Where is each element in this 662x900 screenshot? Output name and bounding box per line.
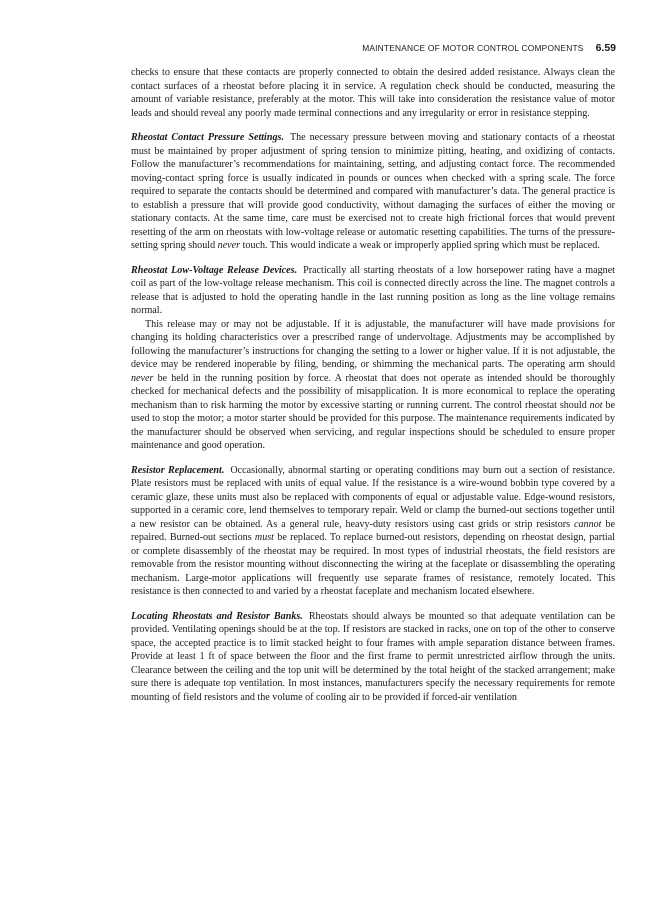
paragraph-text: Occasionally, abnormal starting or operating conditions may burn out a section of resistance. Plate resistors must be replaced with units of equal value. If the resistance is a wire-wound bobbin type covered by a ceramic glaze, these units must also be replaced with components of equal or adjustable value. Edge-wound resistors, supported in a ceramic core, lend themselves to temporary repair. Weld or clamp the burned-out sections together until a new resistor can be obtained. As a general rule, heavy-duty resistors using cast grids or strip resistors (131, 464, 615, 530)
paragraph-text: be held in the running position by force. A rheostat that does not operate as intended should be thoroughly checked for mechanical defects and the possibility of misapplication. It is more economical to replace the operating mechanism than to risk harming the motor by excessive starting or running current. The control rheostat should (131, 372, 615, 411)
emphasis: never (217, 240, 241, 251)
section-contact-pressure (131, 131, 615, 253)
section-locating-rheostats (131, 610, 615, 705)
paragraph-release-adjustment (131, 318, 615, 453)
section-heading: Rheostat Contact Pressure Settings. (131, 132, 284, 143)
running-title: MAINTENANCE OF MOTOR CONTROL COMPONENTS (362, 43, 584, 53)
paragraph-text: This release may or may not be adjustable. If it is adjustable, the manufacturer will have made provisions for changing its holding characteristics over a prescribed range of undervoltage. Adjustments may be accomplished by following the manufacturer’s instructions for changing the setting to a lower or higher value. If it is not adjustable, the device may be rendered inoperable by filing, bending, or shimming the mechanical parts. The operating arm should (131, 318, 615, 370)
emphasis: never (131, 372, 154, 384)
body-text (131, 66, 615, 704)
section-resistor-replacement (131, 464, 615, 599)
paragraph-text: be replaced. To replace burned-out resistors, depending on rheostat design, partial or complete disassembly of the rheostat may be required. In most types of industrial rheostats, the field resistors are removable from the resistor mounting without disconnecting the wiring at the faceplate or disassembling the operating mechanism. Large-motor applications will frequently use separate frames of resistance, remotely located. This resistance is then connected to and varied by a rheostat faceplate and mechanism located elsewhere. (131, 532, 615, 597)
section-heading: Rheostat Low-Voltage Release Devices. (131, 264, 298, 276)
paragraph-text: be repaired. Burned-out sections (131, 518, 615, 543)
paragraph-text: touch. This would indicate a weak or improperly applied spring which must be replaced. (242, 240, 600, 251)
paragraph-text: checks to ensure that these contacts are properly connected to obtain the desired added resistance. Always clean the contact surfaces of a rheostat before placing it in service. A regulation check should be conducted, measuring the amount of variable resistance, preferably at the motor. This will take into consideration the resistance value of motor leads and should reveal any poorly made terminal connections and any irregularity or error in resistance stepping. (131, 67, 615, 119)
page-number: 6.59 (595, 42, 616, 54)
emphasis: not (589, 399, 603, 411)
emphasis: must (254, 532, 274, 543)
paragraph-text: be used to stop the motor; a motor starter should be provided for this purpose. The maintenance requirements indicated by the manufacturer should be observed when servicing, and regular inspections should be scheduled to ensure proper maintenance and good operation. (131, 399, 615, 451)
running-header (131, 42, 616, 54)
section-heading: Locating Rheostats and Resistor Banks. (131, 610, 303, 622)
paragraph-text: Practically all starting rheostats of a low horsepower rating have a magnet coil as part of the low-voltage release mechanism. This coil is connected directly across the line. The magnet controls a release that is adjusted to hold the operating handle in the last running position as long as the line voltage remains normal. (131, 264, 615, 316)
paragraph-text: Rheostats should always be mounted so that adequate ventilation can be provided. Ventilating openings should be at the top. If resistors are stacked in racks, one on top of the other to conserve space, the accepted practice is to limit stacked height to four frames with ample separation distance between frames. Provide at least 1 ft of space between the floor and the first frame to permit unrestricted airflow through the units. Clearance between the ceiling and the top unit will be determined by the total height of the stacked arrangement; make sure there is adequate top ventilation. In most instances, manufacturers specify the necessary requirements for remote mounting of field resistors and the volume of cooling air to be provided if forced-air ventilation (131, 610, 615, 703)
paragraph-text: The necessary pressure between moving and stationary contacts of a rheostat must be maintained by proper adjustment of spring tension to minimize pitting, heating, and oxidizing of contacts. Follow the manufacturer’s recommendations for maintaining, setting, and adjusting contact force. The recommended moving-contact spring force is usually indicated in pounds or ounces when checked with a spring scale. The force required to separate the contacts should be determined and compared with manufacturer’s data. The general practice is to establish a pressure that will provide good conductivity, without damaging the surfaces of either the moving or stationary contacts. At the same time, care must be exercised not to create high frictional forces that would prevent resetting of the arm on rheostats with low-voltage release or automatic resetting capabilities. The turns of the pressure-setting spring should (131, 132, 615, 251)
section-heading: Resistor Replacement. (131, 464, 225, 476)
section-low-voltage-release (131, 264, 615, 318)
emphasis: cannot (574, 518, 602, 530)
paragraph-continuation (131, 66, 615, 120)
